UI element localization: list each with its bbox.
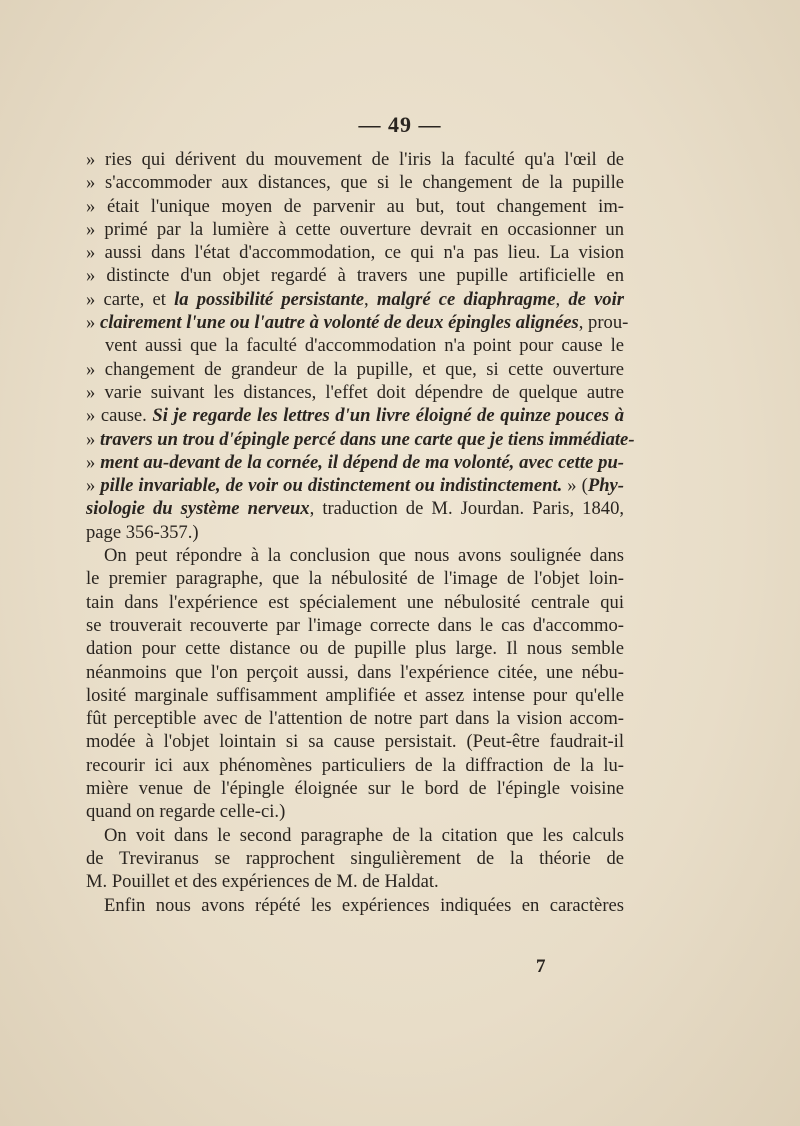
italic-run: Phy- [587, 475, 624, 497]
text-run: modée à l'objet lointain si sa cause persistait. (Peut-être faudrait-il [86, 731, 624, 753]
italic-run: la possibilité persistante [174, 288, 365, 310]
body-text [86, 148, 635, 917]
text-run: losité marginale suffisamment amplifiée et assez intense pour qu'elle [86, 684, 624, 706]
text-run: néanmoins que l'on perçoit aussi, dans l'expérience citée, une nébu- [86, 661, 624, 683]
text-run: » [86, 312, 100, 334]
text-run: se trouverait recouverte par l'image correcte dans le cas d'accommo- [86, 614, 624, 636]
text-line [86, 730, 624, 753]
text-line [86, 800, 624, 823]
italic-run: de voir [568, 288, 625, 310]
text-line [86, 894, 624, 917]
text-line [86, 567, 624, 590]
italic-run: pille invariable, de voir ou distinctement ou indistinctement. [100, 475, 563, 497]
text-line [86, 311, 629, 334]
text-line [86, 870, 624, 893]
text-line [86, 218, 624, 241]
text-run: » varie suivant les distances, l'effet doit dépendre de quelque autre [86, 381, 624, 403]
text-line [86, 404, 624, 427]
text-run: » ( [562, 475, 588, 497]
text-run: page 356-357.) [86, 521, 199, 543]
text-run: de Treviranus se rapprochent singulièrement de la théorie de [86, 847, 624, 869]
text-run: » carte, et [86, 288, 175, 310]
text-line [86, 241, 624, 264]
text-run: mière venue de l'épingle éloignée sur le bord de l'épingle voisine [86, 778, 624, 800]
text-line [86, 824, 624, 847]
text-line [86, 591, 624, 614]
text-line [86, 661, 624, 684]
text-run: fût perceptible avec de l'attention de notre part dans la vision accom- [86, 708, 624, 730]
text-line [86, 637, 624, 660]
text-run: » était l'unique moyen de parvenir au but, tout changement im- [86, 195, 624, 217]
text-line [86, 707, 624, 730]
text-line [86, 381, 624, 404]
text-line [86, 288, 624, 311]
text-line [86, 754, 624, 777]
text-line [86, 428, 635, 451]
text-run: On voit dans le second paragraphe de la citation que les calculs [104, 824, 624, 846]
text-run: On peut répondre à la conclusion que nous avons soulignée dans [104, 545, 624, 567]
text-run: quand on regarde celle-ci.) [86, 801, 286, 823]
text-line [86, 614, 624, 637]
signature-mark: 7 [536, 956, 546, 977]
text-run: dation pour cette distance ou de pupille plus large. Il nous semble [86, 638, 624, 660]
text-run: le premier paragraphe, que la nébulosité de l'image de l'objet loin- [86, 568, 624, 590]
text-line [86, 777, 624, 800]
italic-run: ment au-devant de la cornée, il dépend de ma volonté, avec cette pu- [100, 451, 624, 473]
text-line [86, 358, 624, 381]
text-line [86, 334, 624, 357]
text-run: » changement de grandeur de la pupille, et que, si cette ouverture [86, 358, 624, 380]
page-number: — 49 — [358, 112, 442, 137]
text-run: M. Pouillet et des expériences de M. de Haldat. [86, 871, 439, 893]
italic-run: malgré ce diaphragme [376, 288, 556, 310]
text-run: » distincte d'un objet regardé à travers une pupille artificielle en [86, 265, 624, 287]
text-run: , [555, 288, 569, 310]
text-line [86, 544, 624, 567]
text-run: , [364, 288, 377, 310]
text-run: » ries qui dérivent du mouvement de l'iris la faculté qu'a l'œil de [86, 149, 624, 170]
text-run: » [86, 475, 101, 497]
text-line [86, 171, 624, 194]
text-line [86, 148, 624, 171]
text-run: , traduction de M. Jourdan. Paris, 1840, [309, 498, 625, 520]
text-run: » aussi dans l'état d'accommodation, ce qui n'a pas lieu. La vision [86, 242, 624, 264]
text-run: » primé par la lumière à cette ouverture devrait en occasionner un [86, 218, 624, 240]
text-line [86, 684, 624, 707]
text-line [86, 847, 624, 870]
text-run: » [86, 428, 100, 450]
text-line [86, 474, 624, 497]
text-line [86, 195, 624, 218]
italic-run: clairement l'une ou l'autre à volonté de deux épingles alignées [99, 312, 579, 334]
text-line [86, 451, 624, 474]
text-run: Enfin nous avons répété les expériences indiquées en caractères [104, 894, 624, 916]
text-run: , prou- [578, 312, 629, 334]
italic-run: travers un trou d'épingle percé dans une carte que je tiens immédiate- [99, 428, 635, 450]
text-run: » s'accommoder aux distances, que si le changement de la pupille [86, 172, 624, 194]
text-run: recourir ici aux phénomènes particuliers de la diffraction de la lu- [86, 754, 624, 776]
text-run: tain dans l'expérience est spécialement une nébulosité centrale qui [86, 591, 624, 613]
italic-run: siologie du système nerveux [86, 498, 310, 520]
italic-run: Si je regarde les lettres d'un livre éloigné de quinze pouces à [152, 405, 624, 427]
text-run: » [86, 451, 101, 473]
text-run: vent aussi que la faculté d'accommodation n'a point pour cause le [105, 335, 624, 357]
text-line [86, 264, 624, 287]
text-line [86, 497, 624, 520]
text-line [86, 521, 624, 544]
text-run: » cause. [86, 405, 153, 427]
